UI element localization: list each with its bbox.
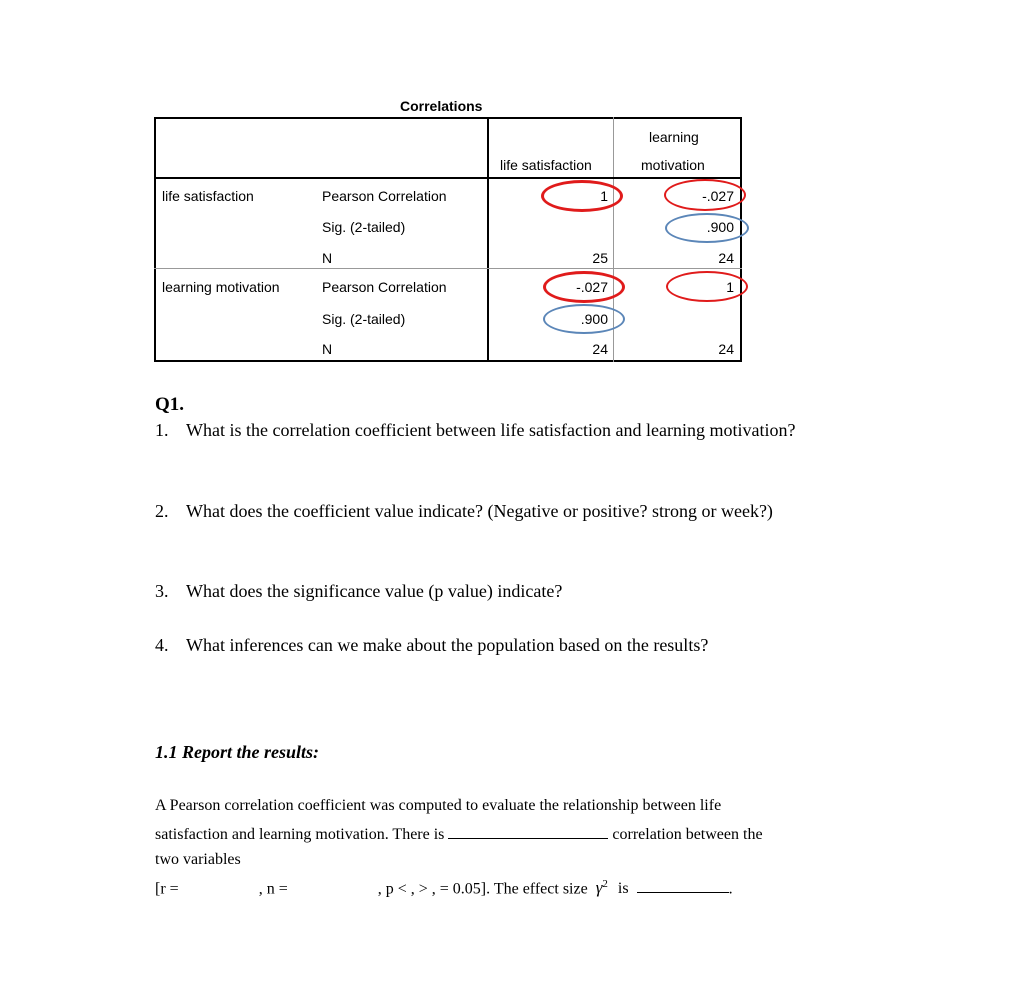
table-title: Correlations bbox=[400, 98, 483, 114]
question-3 bbox=[155, 581, 562, 602]
row-variable-learning-motivation: learning motivation bbox=[162, 279, 280, 295]
header-divider bbox=[154, 177, 742, 179]
is-label: is bbox=[617, 880, 629, 898]
annotation-circle-blue bbox=[543, 304, 625, 334]
question-number: 2. bbox=[155, 501, 169, 521]
value-r2c2-n: 24 bbox=[718, 341, 734, 357]
p-label: , p < , > , = 0.05]. The effect size bbox=[377, 880, 588, 898]
n-label: N bbox=[322, 250, 333, 266]
report-heading: 1.1 Report the results: bbox=[155, 742, 320, 762]
col-header-learning-motivation-line2: motivation bbox=[641, 157, 705, 173]
question-number: 4. bbox=[155, 635, 169, 655]
sig-label: Sig. (2-tailed) bbox=[322, 219, 406, 235]
question-4 bbox=[155, 635, 708, 656]
value-r2c1-n: 24 bbox=[592, 341, 608, 357]
question-2 bbox=[155, 501, 773, 522]
report-line-4 bbox=[155, 878, 815, 898]
value-r1c2-n: 24 bbox=[718, 250, 734, 266]
question-number: 1. bbox=[155, 420, 169, 440]
report-text: correlation between the bbox=[612, 826, 763, 843]
value-r1c1-n: 25 bbox=[592, 250, 608, 266]
report-line-1: A Pearson correlation coefficient was computed to evaluate the relationship between life bbox=[155, 797, 722, 814]
question-number: 3. bbox=[155, 581, 169, 601]
fill-in-blank-effect-size[interactable] bbox=[637, 878, 729, 893]
annotation-circle-red bbox=[543, 271, 625, 303]
table-border bbox=[154, 117, 742, 362]
table-divider bbox=[487, 117, 489, 362]
pearson-label: Pearson Correlation bbox=[322, 188, 447, 204]
sig-label: Sig. (2-tailed) bbox=[322, 311, 406, 327]
annotation-circle-red bbox=[664, 179, 746, 211]
question-text: What does the significance value (p value) indicate? bbox=[186, 581, 563, 601]
annotation-circle-blue bbox=[665, 213, 749, 243]
report-line-2 bbox=[155, 824, 763, 844]
question-text: What inferences can we make about the population based on the results? bbox=[186, 635, 709, 655]
report-line-3: two variables bbox=[155, 851, 241, 868]
row-divider bbox=[154, 268, 742, 269]
value-r1c2-pearson: -.027 bbox=[702, 188, 734, 204]
value-r1c2-sig: .900 bbox=[706, 219, 734, 235]
annotation-circle-red bbox=[541, 180, 623, 212]
pearson-label: Pearson Correlation bbox=[322, 279, 447, 295]
period: . bbox=[728, 880, 733, 898]
report-text: satisfaction and learning motivation. There is bbox=[155, 826, 445, 843]
gamma-symbol: γ bbox=[595, 878, 603, 898]
correlations-table bbox=[154, 117, 742, 362]
r-label: [r = bbox=[155, 880, 179, 898]
n-label: N bbox=[322, 341, 333, 357]
value-r2c2-pearson: 1 bbox=[726, 279, 734, 295]
annotation-circle-red bbox=[666, 271, 748, 302]
question-text: What does the coefficient value indicate? (Negative or positive? strong or week?) bbox=[186, 501, 773, 521]
n-label: , n = bbox=[258, 880, 288, 898]
questions-heading: Q1. bbox=[155, 394, 185, 415]
col-header-life-satisfaction: life satisfaction bbox=[500, 157, 592, 173]
superscript-two: 2 bbox=[602, 878, 608, 890]
value-r1c1-pearson: 1 bbox=[600, 188, 608, 204]
value-r2c1-sig: .900 bbox=[580, 311, 608, 327]
question-1 bbox=[155, 420, 795, 441]
col-header-learning-motivation-line1: learning bbox=[649, 129, 699, 145]
value-r2c1-pearson: -.027 bbox=[576, 279, 608, 295]
question-text: What is the correlation coefficient between life satisfaction and learning motivation? bbox=[186, 420, 796, 440]
row-variable-life-satisfaction: life satisfaction bbox=[162, 188, 254, 204]
fill-in-blank-correlation[interactable] bbox=[448, 824, 608, 839]
